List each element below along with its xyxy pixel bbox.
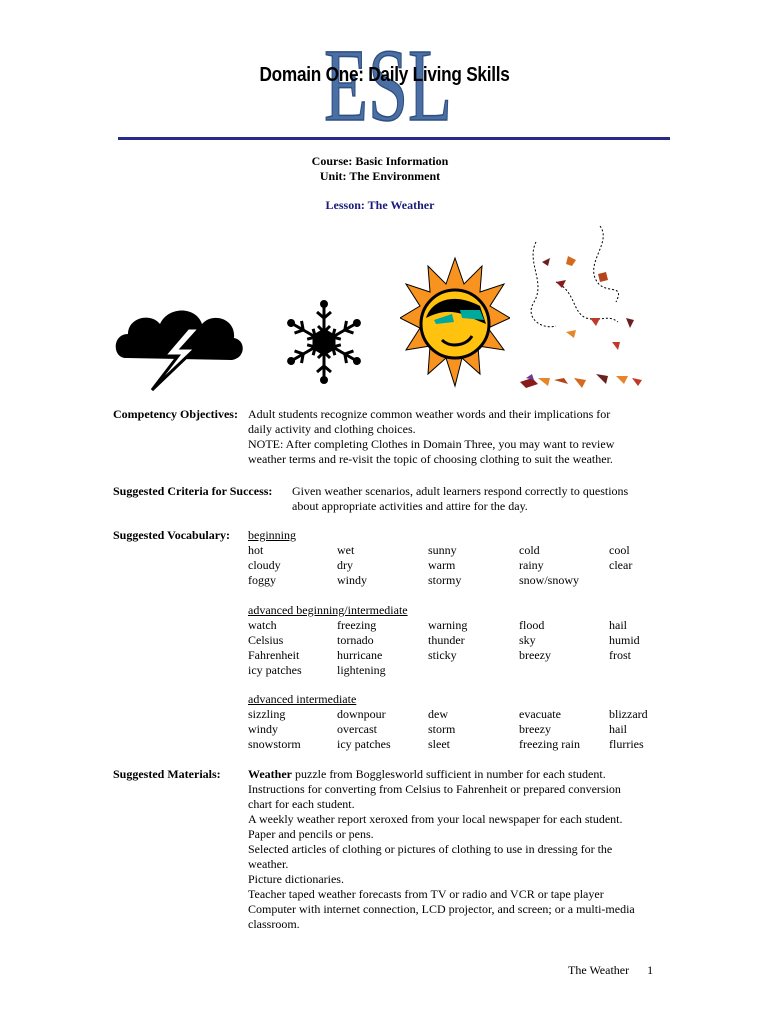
vocab-word: Celsius xyxy=(248,633,284,647)
lesson-line: Lesson: The Weather xyxy=(325,198,435,212)
competency-line: Adult students recognize common weather words and their implications for xyxy=(248,407,611,421)
vocabulary-row xyxy=(248,707,648,722)
page-number: 1 xyxy=(647,963,654,977)
materials-item: Instructions for converting from Celsius to Fahrenheit or prepared conversion xyxy=(248,782,621,796)
esl-logo-text: ESL xyxy=(324,32,452,124)
materials-item: Computer with internet connection, LCD projector, and screen; or a multi-media xyxy=(248,902,635,916)
vocab-word: watch xyxy=(248,618,277,632)
vocab-word: tornado xyxy=(337,633,374,647)
criteria-label: Suggested Criteria for Success: xyxy=(113,484,273,498)
vocab-word: lightening xyxy=(337,663,386,677)
vocab-word: frost xyxy=(609,648,631,662)
vocabulary-row xyxy=(248,722,627,737)
vocab-word: humid xyxy=(609,633,640,647)
vocab-word: breezy xyxy=(519,648,551,662)
vocabulary-row xyxy=(248,558,633,573)
materials-item: weather. xyxy=(248,857,289,871)
vocab-word: warm xyxy=(428,558,456,572)
vocabulary-row xyxy=(248,663,408,678)
vocab-word: snowstorm xyxy=(248,737,301,751)
header-divider xyxy=(118,137,670,140)
vocab-word: Fahrenheit xyxy=(248,648,300,662)
vocab-word: hot xyxy=(248,543,264,557)
sun-icon xyxy=(400,254,510,394)
vocabulary-row xyxy=(248,618,627,633)
materials-item-bold: Weather xyxy=(248,767,292,781)
vocab-word: warning xyxy=(428,618,468,632)
vocabulary-group-beginning xyxy=(248,528,633,588)
domain-title: Domain One: Daily Living Skills xyxy=(259,64,510,86)
vocab-word: sizzling xyxy=(248,707,286,721)
vocab-word: windy xyxy=(248,722,278,736)
vocab-word: windy xyxy=(337,573,367,587)
vocab-word: thunder xyxy=(428,633,465,647)
vocabulary-heading: advanced beginning/intermediate xyxy=(248,603,408,617)
vocab-word: freezing xyxy=(337,618,377,632)
vocab-word: overcast xyxy=(337,722,377,736)
vocab-word: sunny xyxy=(428,543,457,557)
competency-label: Competency Objectives: xyxy=(113,407,238,421)
criteria-line: about appropriate activities and attire for the day. xyxy=(292,499,528,513)
vocab-word: clear xyxy=(609,558,633,572)
materials-label: Suggested Materials: xyxy=(113,767,221,781)
vocabulary-row xyxy=(248,737,644,752)
vocab-word: sky xyxy=(519,633,536,647)
falling-leaves-icon xyxy=(516,222,646,394)
vocab-word: evacuate xyxy=(519,707,561,721)
competency-line: daily activity and clothing choices. xyxy=(248,422,416,436)
vocabulary-label: Suggested Vocabulary: xyxy=(113,528,231,542)
vocab-word: cool xyxy=(609,543,630,557)
materials-item: Teacher taped weather forecasts from TV or radio and VCR or tape player xyxy=(248,887,604,901)
vocab-word: foggy xyxy=(248,573,276,587)
vocab-word: snow/snowy xyxy=(519,573,580,587)
vocab-word: flood xyxy=(519,618,545,632)
vocab-word: sticky xyxy=(428,648,457,662)
vocab-word: sleet xyxy=(428,737,450,751)
vocabulary-row xyxy=(248,543,630,558)
vocab-word: downpour xyxy=(337,707,386,721)
vocabulary-row xyxy=(248,573,580,588)
vocab-word: blizzard xyxy=(609,707,648,721)
page-footer xyxy=(568,963,653,978)
vocab-word: icy patches xyxy=(337,737,391,751)
materials-item: Paper and pencils or pens. xyxy=(248,827,374,841)
vocab-word: hail xyxy=(609,722,627,736)
vocab-word: hail xyxy=(609,618,627,632)
materials-item-rest: puzzle from Bogglesworld sufficient in number for each student. xyxy=(292,767,606,781)
vocab-word: storm xyxy=(428,722,456,736)
materials-item: chart for each student. xyxy=(248,797,355,811)
criteria-text xyxy=(292,484,672,514)
vocab-word: stormy xyxy=(428,573,462,587)
materials-item: Picture dictionaries. xyxy=(248,872,344,886)
vocab-word: wet xyxy=(337,543,355,557)
materials-item xyxy=(248,767,658,782)
materials-item: Selected articles of clothing or pictures of clothing to use in dressing for the xyxy=(248,842,613,856)
course-line: Course: Basic Information xyxy=(311,154,449,168)
vocab-word: breezy xyxy=(519,722,551,736)
vocab-word: dry xyxy=(337,558,353,572)
vocab-word: flurries xyxy=(609,737,644,751)
vocab-word: hurricane xyxy=(337,648,383,662)
materials-list xyxy=(248,767,658,932)
unit-line: Unit: The Environment xyxy=(319,169,441,183)
vocabulary-heading: advanced intermediate xyxy=(248,692,357,706)
materials-item: classroom. xyxy=(248,917,300,931)
vocab-word: dew xyxy=(428,707,448,721)
snowflake-icon xyxy=(278,300,370,384)
storm-cloud-icon xyxy=(112,298,244,394)
materials-item: A weekly weather report xeroxed from your local newspaper for each student. xyxy=(248,812,623,826)
vocabulary-row xyxy=(248,648,631,663)
vocab-word: cloudy xyxy=(248,558,281,572)
vocab-word: cold xyxy=(519,543,540,557)
criteria-line: Given weather scenarios, adult learners respond correctly to questions xyxy=(292,484,629,498)
competency-line: weather terms and re-visit the topic of choosing clothing to suit the weather. xyxy=(248,452,613,466)
footer-title: The Weather xyxy=(568,963,630,977)
vocab-word: freezing rain xyxy=(519,737,580,751)
vocabulary-group-advanced-beginning xyxy=(248,603,640,678)
vocab-word: rainy xyxy=(519,558,544,572)
vocabulary-heading: beginning xyxy=(248,528,296,542)
competency-note: NOTE: After completing Clothes in Domain Three, you may want to review xyxy=(248,437,615,451)
competency-text xyxy=(248,407,668,467)
vocab-word: icy patches xyxy=(248,663,302,677)
vocabulary-group-advanced-intermediate xyxy=(248,692,648,752)
vocabulary-row xyxy=(248,633,640,648)
